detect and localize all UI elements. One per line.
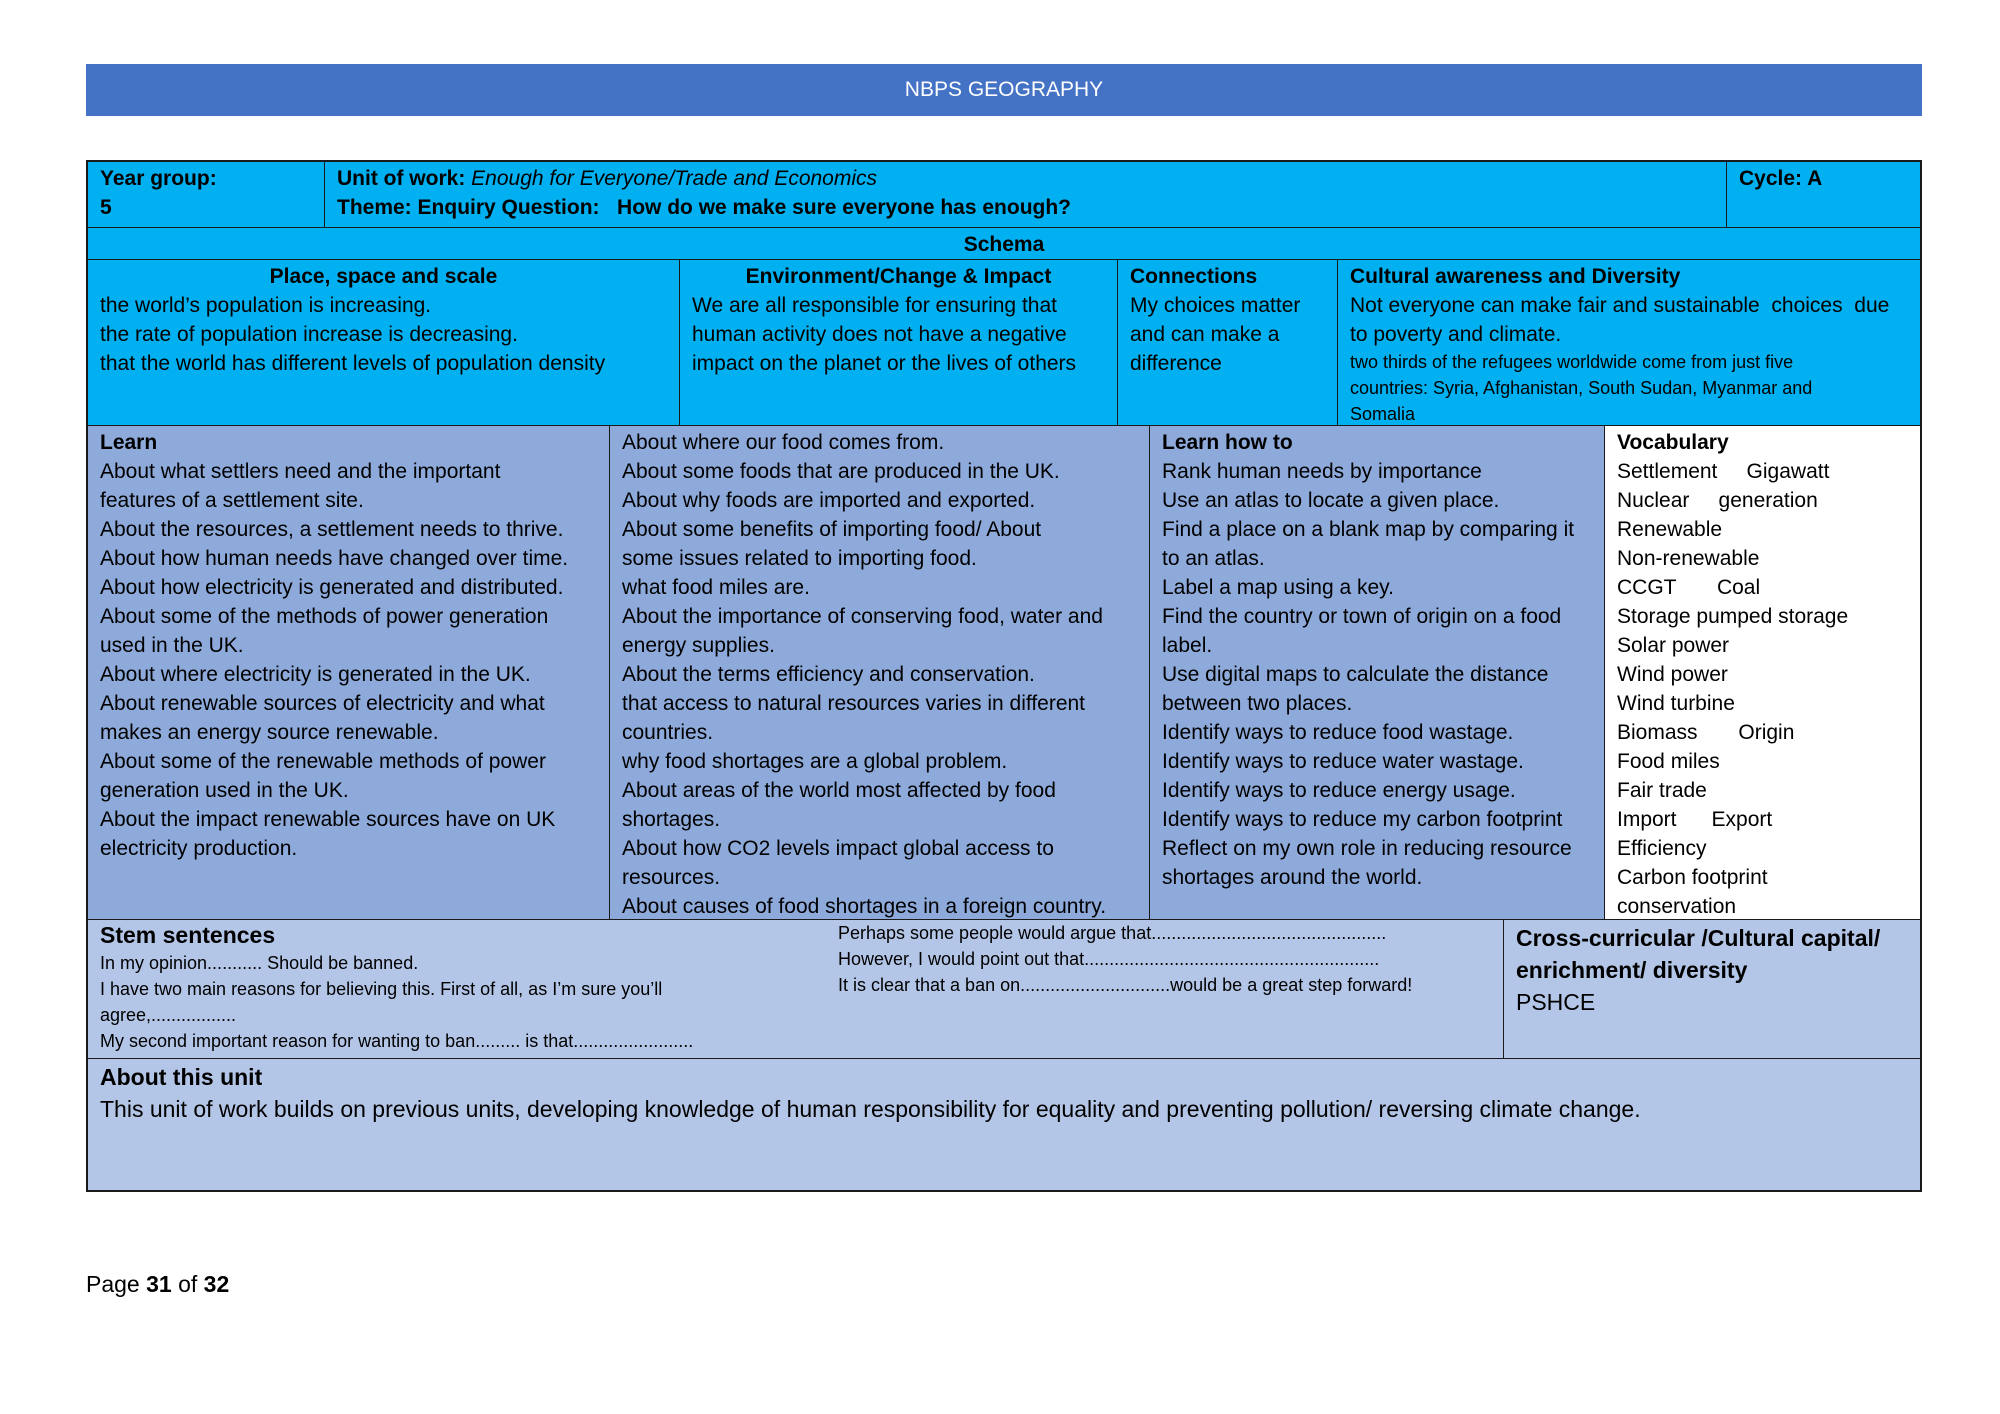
cross-curricular-cell (1504, 920, 1920, 1058)
vocabulary-item: Storage pumped storage (1617, 605, 1849, 628)
cultural-line: to poverty and climate. (1350, 323, 1562, 346)
stem-cell (88, 920, 1504, 1058)
learn-how-heading: Learn how to (1162, 431, 1293, 454)
banner-title: NBPS GEOGRAPHY (904, 78, 1104, 101)
learn-line: About where electricity is generated in the UK. (100, 663, 531, 686)
year-group-value: 5 (100, 196, 112, 219)
learn-heading: Learn (100, 431, 158, 454)
learn-how-list (1162, 457, 1592, 892)
learn-line: energy supplies. (622, 634, 775, 657)
cross-heading-line-2: enrichment/ diversity (1516, 957, 1748, 983)
schema-connections-cell (1118, 260, 1338, 425)
learn-line: About how electricity is generated and distributed. (100, 576, 564, 599)
cultural-small-line: Somalia (1350, 404, 1416, 424)
of-word: of (178, 1271, 198, 1297)
connections-heading: Connections (1130, 265, 1258, 288)
place-line: that the world has different levels of population density (100, 352, 606, 375)
page-number: 31 (146, 1271, 172, 1297)
learn-line: features of a settlement site. (100, 489, 364, 512)
learn-how-line: Identify ways to reduce my carbon footprint (1162, 808, 1563, 831)
learn-line: some issues related to importing food. (622, 547, 977, 570)
learn-line: About the importance of conserving food, water and (622, 605, 1103, 628)
about-cell (88, 1059, 1920, 1190)
vocabulary-item: Carbon footprint (1617, 866, 1768, 889)
theme-value: Enquiry Question: How do we make sure everyone has enough? (417, 196, 1072, 219)
learn-line: that access to natural resources varies in different (622, 692, 1086, 715)
learn-line: resources. (622, 866, 721, 889)
learn-line: About some of the methods of power generation (100, 605, 549, 628)
cultural-small-line: countries: Syria, Afghanistan, South Sudan, Myanmar and (1350, 378, 1813, 398)
schema-cultural-cell (1338, 260, 1920, 425)
learn-line: About the terms efficiency and conservation. (622, 663, 1035, 686)
stem-sentence: However, I would point out that........................................................... (838, 949, 1380, 969)
learn-how-line: Find the country or town of origin on a food (1162, 605, 1562, 628)
learn-line: About some benefits of importing food/ About (622, 518, 1042, 541)
vocabulary-item: Food miles (1617, 750, 1720, 773)
cultural-small-line: two thirds of the refugees worldwide come from just five (1350, 352, 1794, 372)
learn-how-line: Identify ways to reduce energy usage. (1162, 779, 1516, 802)
schema-place-cell (88, 260, 680, 425)
learn-line: About why foods are imported and exported. (622, 489, 1036, 512)
learn-how-line: Rank human needs by importance (1162, 460, 1482, 483)
cycle-cell (1727, 162, 1920, 227)
environment-line: human activity does not have a negative (692, 323, 1067, 346)
learn-how-line: label. (1162, 634, 1213, 657)
learn-how-line: between two places. (1162, 692, 1353, 715)
cross-value: PSHCE (1516, 989, 1596, 1015)
learn-col-2 (610, 426, 1150, 919)
connections-line: My choices matter (1130, 294, 1301, 317)
learn-line: About the resources, a settlement needs to thrive. (100, 518, 564, 541)
stem-sentence: In my opinion........... Should be banned. (100, 953, 419, 973)
place-line: the world’s population is increasing. (100, 294, 432, 317)
schema-environment-cell (680, 260, 1118, 425)
environment-line: impact on the planet or the lives of others (692, 352, 1077, 375)
environment-heading: Environment/Change & Impact (745, 265, 1052, 288)
stem-sentence: It is clear that a ban on..............................would be a great step forward! (838, 975, 1413, 995)
learn-line: why food shortages are a global problem. (622, 750, 1008, 773)
stem-sentence: Perhaps some people would argue that............................................... (838, 923, 1387, 943)
cross-heading-line-1: Cross-curricular /Cultural capital/ (1516, 925, 1881, 951)
vocabulary-item: Fair trade (1617, 779, 1707, 802)
stem-sentence: I have two main reasons for believing this. First of all, as I’m sure you’ll (100, 979, 663, 999)
learn-how-line: Find a place on a blank map by comparing it (1162, 518, 1575, 541)
learn-list-1 (100, 457, 597, 863)
cycle-label: Cycle: A (1739, 167, 1823, 190)
learn-line: About areas of the world most affected by food (622, 779, 1056, 802)
page-total: 32 (203, 1271, 230, 1297)
vocabulary-item: Efficiency (1617, 837, 1707, 860)
learn-how-line: Reflect on my own role in reducing resource (1162, 837, 1572, 860)
stem-sentence: My second important reason for wanting to ban......... is that........................ (100, 1031, 694, 1051)
schema-title: Schema (963, 233, 1045, 256)
learn-line: About causes of food shortages in a foreign country. (622, 895, 1107, 918)
stem-sentence: agree,................. (100, 1005, 237, 1025)
info-row (88, 162, 1920, 228)
place-line: the rate of population increase is decreasing. (100, 323, 518, 346)
page-word: Page (86, 1271, 140, 1297)
connections-line: difference (1130, 352, 1222, 375)
about-row (88, 1059, 1920, 1190)
year-group-cell (88, 162, 325, 227)
cultural-line: Not everyone can make fair and sustainable choices due (1350, 294, 1890, 317)
unit-value: Enough for Everyone/Trade and Economics (471, 167, 878, 190)
vocabulary-item: Wind power (1617, 663, 1728, 686)
learn-line: About where our food comes from. (622, 431, 945, 454)
schema-title-row (88, 228, 1920, 260)
unit-plan-table (86, 160, 1922, 1192)
stem-row (88, 920, 1920, 1059)
learn-how-line: Identify ways to reduce food wastage. (1162, 721, 1514, 744)
learn-how-cell (1150, 426, 1605, 919)
vocabulary-cell (1605, 426, 1920, 919)
learn-line: About the impact renewable sources have on UK (100, 808, 556, 831)
vocabulary-item: Import Export (1617, 808, 1773, 831)
learn-line: About renewable sources of electricity and what (100, 692, 545, 715)
theme-label: Theme: (337, 196, 412, 219)
learn-line: About how CO2 levels impact global access to (622, 837, 1054, 860)
vocabulary-item: Nuclear generation (1617, 489, 1818, 512)
learn-list-2 (622, 428, 1137, 919)
unit-cell (325, 162, 1727, 227)
vocabulary-item: Renewable (1617, 518, 1723, 541)
stem-left-list (100, 950, 838, 1054)
learn-line: what food miles are. (622, 576, 810, 599)
vocabulary-item: Settlement Gigawatt (1617, 460, 1830, 483)
place-heading: Place, space and scale (269, 265, 498, 288)
unit-label: Unit of work: (337, 167, 466, 190)
vocabulary-item: Wind turbine (1617, 692, 1735, 715)
learn-line: About some of the renewable methods of power (100, 750, 546, 773)
vocabulary-list (1617, 457, 1908, 919)
learn-how-line: Label a map using a key. (1162, 576, 1394, 599)
learn-line: electricity production. (100, 837, 298, 860)
learn-line: used in the UK. (100, 634, 244, 657)
year-group-label: Year group: (100, 167, 217, 190)
learn-row (88, 426, 1920, 920)
learn-line: About what settlers need and the important (100, 460, 501, 483)
learn-line: shortages. (622, 808, 721, 831)
learn-how-line: Use digital maps to calculate the distance (1162, 663, 1549, 686)
page-footer (86, 1271, 229, 1298)
learn-line: About some foods that are produced in the UK. (622, 460, 1060, 483)
learn-how-line: shortages around the world. (1162, 866, 1423, 889)
vocabulary-item: conservation (1617, 895, 1737, 918)
learn-how-line: Identify ways to reduce water wastage. (1162, 750, 1524, 773)
learn-how-line: Use an atlas to locate a given place. (1162, 489, 1500, 512)
learn-line: generation used in the UK. (100, 779, 349, 802)
schema-row (88, 260, 1920, 426)
environment-line: We are all responsible for ensuring that (692, 294, 1057, 317)
learn-line: countries. (622, 721, 714, 744)
cultural-heading: Cultural awareness and Diversity (1350, 265, 1681, 288)
learn-col-1 (88, 426, 610, 919)
stem-right-list (838, 920, 1491, 998)
vocabulary-heading: Vocabulary (1617, 431, 1729, 454)
vocabulary-item: Biomass Origin (1617, 721, 1795, 744)
header-banner (86, 64, 1922, 116)
learn-line: makes an energy source renewable. (100, 721, 439, 744)
learn-how-line: to an atlas. (1162, 547, 1265, 570)
stem-heading: Stem sentences (100, 922, 276, 948)
vocabulary-item: Non-renewable (1617, 547, 1760, 570)
vocabulary-item: CCGT Coal (1617, 576, 1761, 599)
learn-line: About how human needs have changed over time. (100, 547, 569, 570)
about-text: This unit of work builds on previous units, developing knowledge of human responsibility for equality and preventing pollution/ reversing climate change. (100, 1096, 1641, 1122)
about-heading: About this unit (100, 1064, 263, 1090)
connections-line: and can make a (1130, 323, 1280, 346)
vocabulary-item: Solar power (1617, 634, 1730, 657)
